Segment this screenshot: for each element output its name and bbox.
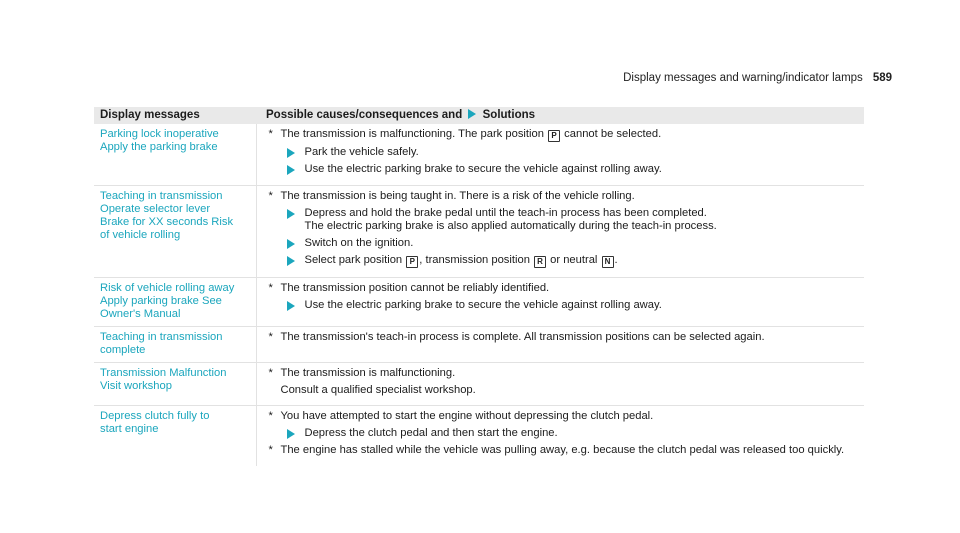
gear-position-r-icon: R [534, 256, 546, 268]
cause-item [269, 282, 859, 295]
text-segment: You have attempted to start the engine without depressing the clutch pedal. [280, 410, 654, 422]
cause-item [269, 444, 859, 457]
column-header-solutions-text: Solutions [482, 109, 536, 121]
text-segment: Brake for XX seconds Risk [100, 216, 234, 228]
text-segment: The engine has stalled while the vehicle was pulling away, e.g. because the clutch pedal was released too quickly. [280, 444, 845, 456]
text-segment: Depress and hold the brake pedal until the teach-in process has been completed. [304, 207, 707, 219]
solution-step [269, 299, 859, 312]
cause-item [269, 128, 859, 142]
causes-and-solutions [256, 278, 864, 327]
text-segment: Depress clutch fully to [100, 410, 210, 422]
text-segment: or neutral [547, 254, 601, 266]
text-segment: Switch on the ignition. [304, 237, 414, 249]
text-segment: The transmission is malfunctioning. [280, 367, 456, 379]
table-row [94, 278, 864, 327]
text-segment: complete [100, 344, 146, 356]
solution-step [269, 146, 859, 159]
text-segment: Visit workshop [100, 380, 172, 392]
text-segment: The transmission is being taught in. There is a risk of the vehicle rolling. [280, 190, 635, 202]
causes-and-solutions [256, 327, 864, 363]
text-segment: The transmission position cannot be reliably identified. [280, 282, 550, 294]
arrow-right-icon [287, 209, 295, 219]
causes-and-solutions [256, 124, 864, 186]
text-segment: Apply the parking brake [100, 141, 218, 153]
column-header-display-messages: Display messages [94, 107, 256, 124]
solution-step [269, 163, 859, 176]
cause-bullet: * [268, 190, 273, 202]
arrow-right-icon [287, 301, 295, 311]
text-segment: Owner's Manual [100, 308, 181, 320]
table-body [94, 124, 864, 466]
text-segment: Risk of vehicle rolling away [100, 282, 235, 294]
text-segment: of vehicle rolling [100, 229, 181, 241]
text-segment: , transmission position [419, 254, 534, 266]
arrow-right-icon [287, 239, 295, 249]
causes-and-solutions [256, 186, 864, 278]
text-segment: Use the electric parking brake to secure the vehicle against rolling away. [304, 299, 662, 311]
text-segment: The electric parking brake is also applied automatically during the teach-in process. [304, 220, 717, 232]
cause-bullet: * [268, 282, 273, 294]
table-row [94, 124, 864, 186]
arrow-right-icon [287, 165, 295, 175]
text-segment: Transmission Malfunction [100, 367, 227, 379]
text-segment: Use the electric parking brake to secure the vehicle against rolling away. [304, 163, 662, 175]
display-message [94, 186, 256, 278]
solution-step [269, 237, 859, 250]
display-message [94, 124, 256, 186]
arrow-right-icon [287, 148, 295, 158]
text-segment: Consult a qualified specialist workshop. [280, 384, 476, 396]
gear-position-p-icon: P [406, 256, 418, 268]
text-segment: The transmission's teach-in process is complete. All transmission positions can be selected again. [280, 331, 765, 343]
display-message [94, 278, 256, 327]
cause-bullet: * [268, 444, 273, 456]
display-message [94, 327, 256, 363]
gear-position-n-icon: N [602, 256, 614, 268]
causes-and-solutions [256, 363, 864, 406]
text-segment: Depress the clutch pedal and then start the engine. [304, 427, 558, 439]
text-segment: Teaching in transmission [100, 190, 223, 202]
arrow-right-icon [287, 256, 295, 266]
solution-step [269, 254, 859, 268]
cause-bullet: * [268, 128, 273, 140]
text-segment: Teaching in transmission [100, 331, 223, 343]
cause-bullet: * [268, 367, 273, 379]
cause-item [269, 410, 859, 423]
table-row [94, 186, 864, 278]
display-message [94, 406, 256, 467]
column-header-causes-text: Possible causes/consequences and [266, 109, 463, 121]
text-segment: cannot be selected. [561, 128, 662, 140]
cause-item [269, 367, 859, 380]
causes-and-solutions [256, 406, 864, 467]
text-segment: Apply parking brake See [100, 295, 222, 307]
display-messages-table [94, 107, 864, 466]
text-segment: The transmission is malfunctioning. The park position [280, 128, 548, 140]
cause-item [269, 190, 859, 203]
text-segment: Select park position [304, 254, 406, 266]
solution-step [269, 207, 859, 233]
page-header [623, 72, 892, 84]
page-number: 589 [872, 72, 892, 84]
table-row [94, 363, 864, 406]
display-message [94, 363, 256, 406]
table-row [94, 327, 864, 363]
text-segment: Park the vehicle safely. [304, 146, 419, 158]
cause-item [269, 331, 859, 344]
column-header-causes-solutions [256, 107, 864, 124]
arrow-right-icon [468, 109, 476, 119]
text-segment: start engine [100, 423, 159, 435]
text-segment: . [614, 254, 618, 266]
cause-bullet: * [268, 410, 273, 422]
text-segment: Parking lock inoperative [100, 128, 219, 140]
arrow-right-icon [287, 429, 295, 439]
cause-bullet: * [268, 331, 273, 343]
solution-step [269, 427, 859, 440]
text-segment: Operate selector lever [100, 203, 211, 215]
gear-position-p-icon: P [548, 130, 560, 142]
table-row [94, 406, 864, 467]
page-header-title: Display messages and warning/indicator lamps [623, 72, 863, 84]
note-text [269, 384, 859, 397]
table-header-row [94, 107, 864, 124]
